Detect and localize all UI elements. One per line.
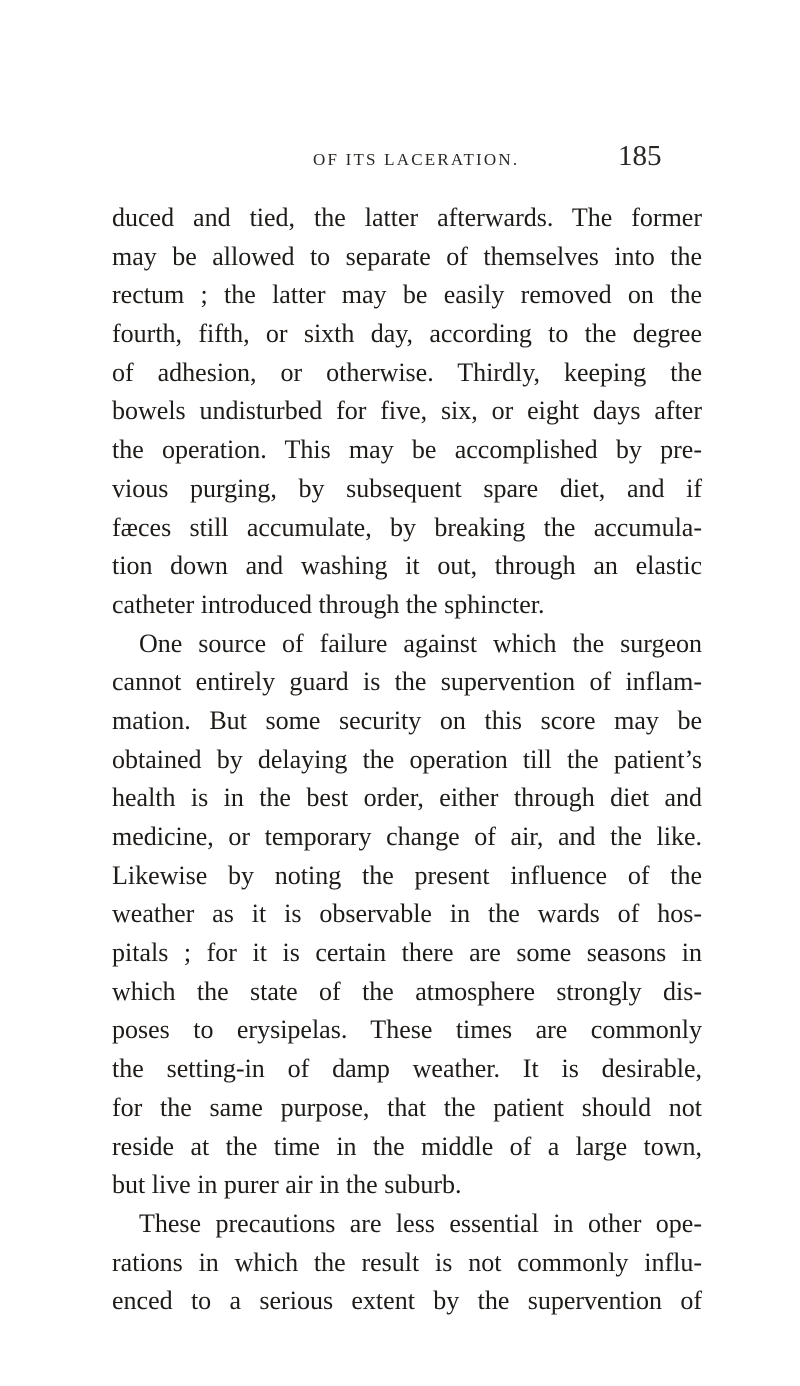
text-line: medicine, or temporary change of air, and the like. — [112, 822, 702, 851]
body-text — [112, 199, 702, 1321]
text-line: may be allowed to separate of themselves into the — [112, 241, 702, 271]
text-line: fourth, fifth, or sixth day, according to the degree — [112, 319, 702, 349]
text-line: vious purging, by subsequent spare diet, and if — [112, 473, 702, 503]
text-line: weather as it is observable in the wards of hos- — [112, 899, 702, 929]
text-line: fæces still accumulate, by breaking the accumula- — [112, 512, 702, 542]
running-title: OF ITS LACERATION. — [313, 150, 520, 169]
text-line: cannot entirely guard is the supervention of inflam- — [112, 667, 702, 697]
text-line: obtained by delaying the operation till the patient’s — [112, 744, 702, 774]
text-line: These precautions are less essential in other ope- — [139, 1208, 702, 1238]
text-line: rectum ; the latter may be easily removed on the — [112, 280, 702, 310]
text-line: of adhesion, or otherwise. Thirdly, keeping the — [112, 357, 702, 387]
text-line: Likewise by noting the present influence of the — [112, 860, 702, 890]
text-line: duced and tied, the latter afterwards. The former — [112, 203, 702, 232]
text-line: health is in the best order, either through diet and — [112, 783, 702, 813]
text-line: pitals ; for it is certain there are some seasons in — [112, 938, 702, 968]
text-line: bowels undisturbed for five, six, or eight days after — [112, 396, 702, 426]
text-line: the operation. This may be accomplished by pre- — [112, 435, 702, 465]
text-line: enced to a serious extent by the supervention of — [112, 1286, 702, 1316]
page-number: 185 — [618, 140, 662, 172]
text-line: but live in purer air in the suburb. — [112, 1170, 462, 1200]
text-line: tion down and washing it out, through an elastic — [112, 551, 702, 581]
text-line: poses to erysipelas. These times are commonly — [112, 1015, 702, 1045]
text-line: the setting-in of damp weather. It is desirable, — [112, 1054, 702, 1084]
running-head — [0, 140, 800, 180]
text-line: which the state of the atmosphere strongly dis- — [112, 976, 702, 1006]
text-line: rations in which the result is not commonly influ- — [112, 1247, 702, 1277]
text-line: for the same purpose, that the patient should not — [112, 1092, 702, 1122]
text-line: One source of failure against which the surgeon — [139, 628, 702, 658]
text-line: catheter introduced through the sphincter. — [112, 589, 545, 619]
text-line: reside at the time in the middle of a large town, — [112, 1131, 702, 1161]
text-line: mation. But some security on this score may be — [112, 705, 702, 735]
